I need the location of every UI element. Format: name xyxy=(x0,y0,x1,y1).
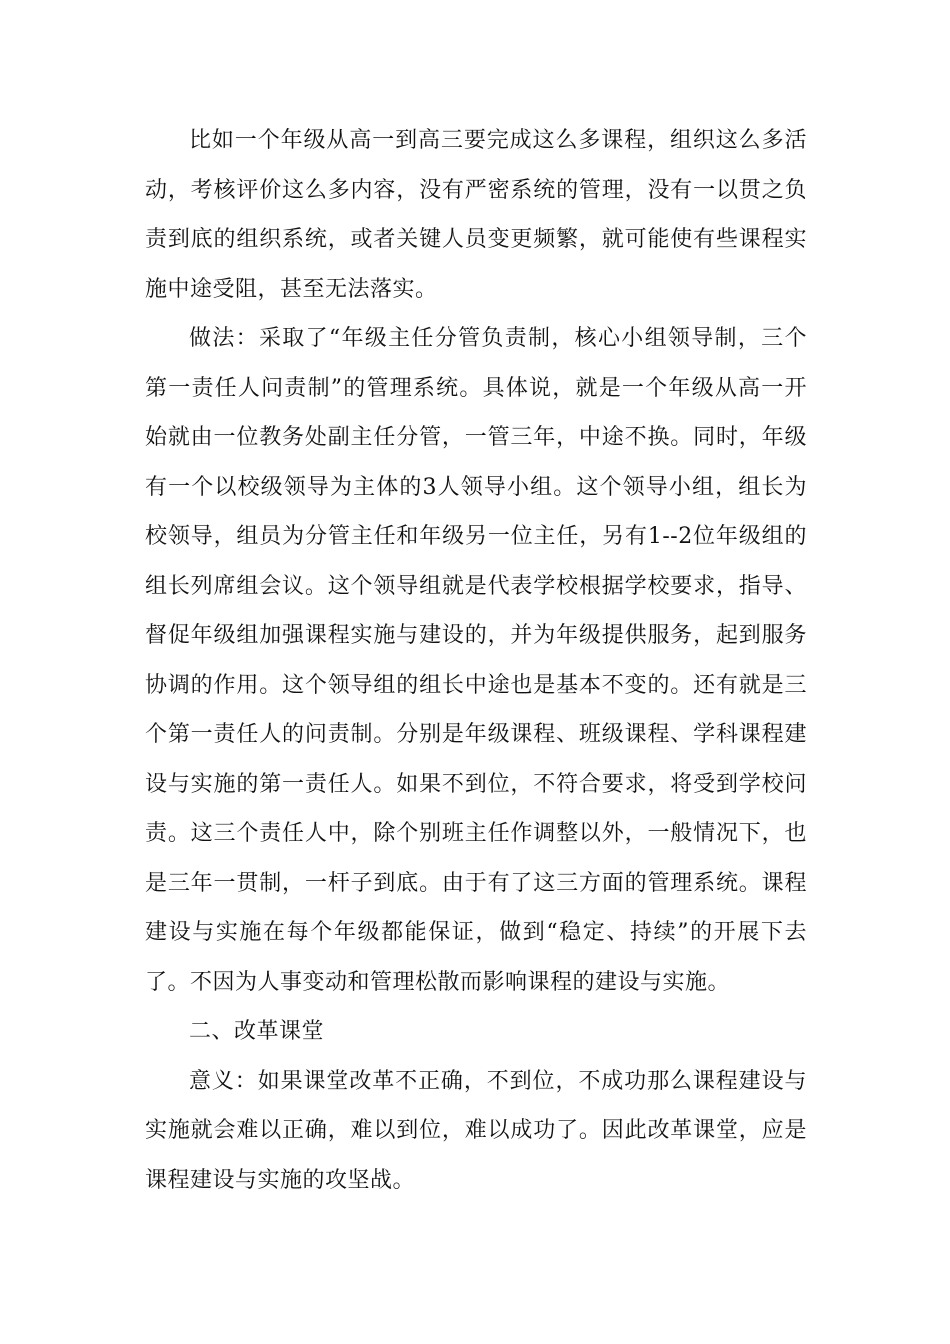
paragraph-classroom-reform-significance: 意义：如果课堂改革不正确，不到位，不成功那么课程建设与实施就会难以正确，难以到位，难以成功了。因此改革课堂，应是课程建设与实施的攻坚战。 xyxy=(145,1068,807,1193)
paragraph-course-management-issue: 比如一个年级从高一到高三要完成这么多课程，组织这么多活动，考核评价这么多内容，没有严密系统的管理，没有一以贯之负责到底的组织系统，或者关键人员变更频繁，就可能使有些课程实施中途受阻，甚至无法落实。 xyxy=(145,128,807,302)
paragraph-management-method: 做法：采取了“年级主任分管负责制，核心小组领导制，三个第一责任人问责制”的管理系统。具体说，就是一个年级从高一开始就由一位教务处副主任分管，一管三年，中途不换。同时，年级有一个以校级领导为主体的3人领导小组。这个领导小组，组长为校领导，组员为分管主任和年级另一位主任，另有1--2位年级组的组长列席组会议。这个领导组就是代表学校根据学校要求，指导、督促年级组加强课程实施与建设的，并为年级提供服务，起到服务协调的作用。这个领导组的组长中途也是基本不变的。还有就是三个第一责任人的问责制。分别是年级课程、班级课程、学科课程建设与实施的第一责任人。如果不到位，不符合要求，将受到学校问责。这三个责任人中，除个别班主任作调整以外，一般情况下，也是三年一贯制，一杆子到底。由于有了这三方面的管理系统。课程建设与实施在每个年级都能保证，做到“稳定、持续”的开展下去了。不因为人事变动和管理松散而影响课程的建设与实施。 xyxy=(145,326,807,995)
section-heading-classroom-reform: 二、改革课堂 xyxy=(189,1019,325,1044)
document-body xyxy=(145,116,807,1205)
